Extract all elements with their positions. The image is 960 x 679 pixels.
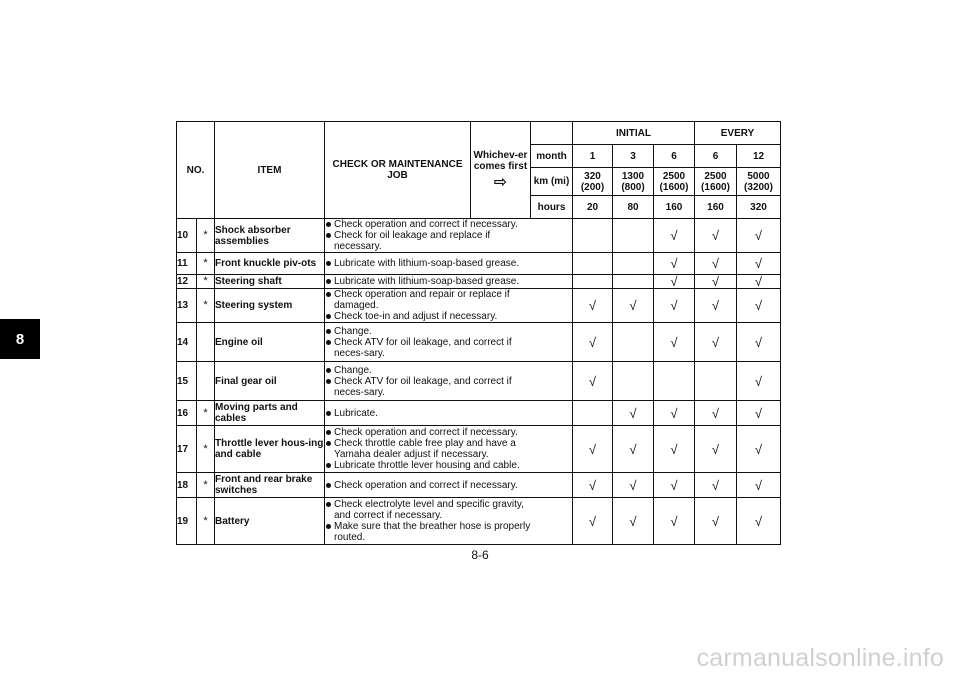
header-hours: 320 <box>737 196 781 219</box>
item-name: Steering system <box>215 289 325 323</box>
maintenance-job <box>325 219 531 253</box>
check-mark: √ <box>613 289 654 323</box>
maintenance-job <box>325 426 531 473</box>
item-name: Front and rear brake switches <box>215 473 325 498</box>
header-km: 320 (200) <box>573 168 613 196</box>
asterisk-mark: * <box>197 498 215 545</box>
asterisk-mark: * <box>197 401 215 426</box>
check-mark: √ <box>573 473 613 498</box>
table-row <box>177 473 781 498</box>
header-month: 1 <box>573 145 613 168</box>
job-bullet: Check for oil leakage and replace if necessary. <box>325 230 531 252</box>
check-mark: √ <box>654 253 695 275</box>
row-number: 15 <box>177 362 197 401</box>
header-item: ITEM <box>215 122 325 219</box>
check-mark: √ <box>695 426 737 473</box>
job-list <box>325 499 531 543</box>
check-mark: √ <box>573 289 613 323</box>
check-mark: √ <box>613 498 654 545</box>
table-row <box>177 289 781 323</box>
header-hours: 80 <box>613 196 654 219</box>
check-mark: √ <box>573 323 613 362</box>
check-mark <box>573 219 613 253</box>
check-mark <box>613 219 654 253</box>
check-mark: √ <box>737 362 781 401</box>
interval-label-cell <box>531 362 573 401</box>
interval-label-cell <box>531 289 573 323</box>
check-mark: √ <box>737 289 781 323</box>
job-list <box>325 276 531 287</box>
header-month: 3 <box>613 145 654 168</box>
header-km: 2500 (1600) <box>654 168 695 196</box>
asterisk-mark: * <box>197 289 215 323</box>
header-whichever <box>471 122 531 219</box>
job-list <box>325 427 531 471</box>
maintenance-job <box>325 498 531 545</box>
check-mark: √ <box>654 473 695 498</box>
check-mark <box>613 275 654 289</box>
table-row <box>177 498 781 545</box>
check-mark: √ <box>573 498 613 545</box>
check-mark: √ <box>654 219 695 253</box>
whichever-label: Whichev-er comes first <box>473 150 528 172</box>
job-list <box>325 219 531 252</box>
row-number: 14 <box>177 323 197 362</box>
table-row <box>177 426 781 473</box>
row-number: 11 <box>177 253 197 275</box>
asterisk-mark: * <box>197 275 215 289</box>
check-mark: √ <box>695 253 737 275</box>
check-mark <box>573 275 613 289</box>
header-km: 2500 (1600) <box>695 168 737 196</box>
maintenance-table <box>176 121 781 545</box>
header-month: 12 <box>737 145 781 168</box>
check-mark: √ <box>737 401 781 426</box>
job-bullet: Check toe-in and adjust if necessary. <box>325 311 531 322</box>
header-month-label: month <box>531 145 573 168</box>
job-bullet: Lubricate throttle lever housing and cable. <box>325 460 531 471</box>
row-number: 19 <box>177 498 197 545</box>
job-bullet: Lubricate. <box>325 408 531 419</box>
check-mark: √ <box>737 253 781 275</box>
header-month: 6 <box>654 145 695 168</box>
item-name: Final gear oil <box>215 362 325 401</box>
table-row <box>177 219 781 253</box>
chapter-tab: 8 <box>0 319 40 359</box>
row-number: 10 <box>177 219 197 253</box>
table-row <box>177 362 781 401</box>
row-number: 16 <box>177 401 197 426</box>
interval-label-cell <box>531 498 573 545</box>
job-bullet: Change. <box>325 326 531 337</box>
check-mark: √ <box>654 323 695 362</box>
job-bullet: Check operation and correct if necessary. <box>325 427 531 438</box>
job-bullet: Lubricate with lithium-soap-based grease. <box>325 258 531 269</box>
check-mark: √ <box>695 219 737 253</box>
job-list <box>325 289 531 322</box>
header-every: EVERY <box>695 122 781 145</box>
check-mark <box>573 401 613 426</box>
watermark: carmanualsonline.info <box>696 644 944 672</box>
interval-label-cell <box>531 426 573 473</box>
check-mark: √ <box>737 498 781 545</box>
job-bullet: Check electrolyte level and specific gravity, and correct if necessary. <box>325 499 531 521</box>
row-number: 18 <box>177 473 197 498</box>
maintenance-job <box>325 473 531 498</box>
item-name: Battery <box>215 498 325 545</box>
header-job: CHECK OR MAINTENANCE JOB <box>325 122 471 219</box>
job-list <box>325 408 531 419</box>
page-number: 8-6 <box>471 548 489 562</box>
header-hours: 160 <box>695 196 737 219</box>
interval-label-cell <box>531 401 573 426</box>
job-list <box>325 365 531 398</box>
check-mark: √ <box>613 426 654 473</box>
check-mark: √ <box>695 401 737 426</box>
check-mark: √ <box>613 473 654 498</box>
interval-label-cell <box>531 473 573 498</box>
job-bullet: Check operation and repair or replace if damaged. <box>325 289 531 311</box>
job-bullet: Change. <box>325 365 531 376</box>
item-name: Engine oil <box>215 323 325 362</box>
item-name: Steering shaft <box>215 275 325 289</box>
header-km: 5000 (3200) <box>737 168 781 196</box>
job-bullet: Check throttle cable free play and have a Yamaha dealer adjust if necessary. <box>325 438 531 460</box>
check-mark: √ <box>695 498 737 545</box>
asterisk-mark: * <box>197 219 215 253</box>
header-hours: 20 <box>573 196 613 219</box>
header-km-label: km (mi) <box>531 168 573 196</box>
item-name: Shock absorber assemblies <box>215 219 325 253</box>
interval-label-cell <box>531 219 573 253</box>
check-mark <box>573 253 613 275</box>
header-km: 1300 (800) <box>613 168 654 196</box>
asterisk-mark <box>197 323 215 362</box>
item-name: Throttle lever hous-ing and cable <box>215 426 325 473</box>
check-mark: √ <box>654 275 695 289</box>
item-name: Front knuckle piv-ots <box>215 253 325 275</box>
job-bullet: Check ATV for oil leakage, and correct if neces-sary. <box>325 337 531 359</box>
job-bullet: Check operation and correct if necessary. <box>325 480 531 491</box>
asterisk-mark: * <box>197 253 215 275</box>
asterisk-mark <box>197 362 215 401</box>
check-mark: √ <box>654 498 695 545</box>
job-list <box>325 326 531 359</box>
check-mark <box>695 362 737 401</box>
check-mark <box>654 362 695 401</box>
maintenance-job <box>325 253 531 275</box>
table-body <box>177 219 781 545</box>
check-mark <box>613 362 654 401</box>
asterisk-mark: * <box>197 473 215 498</box>
check-mark: √ <box>695 323 737 362</box>
header-no: NO. <box>177 122 215 219</box>
check-mark: √ <box>695 275 737 289</box>
check-mark <box>613 253 654 275</box>
check-mark: √ <box>654 289 695 323</box>
interval-label-cell <box>531 253 573 275</box>
check-mark: √ <box>573 426 613 473</box>
table-row <box>177 323 781 362</box>
check-mark: √ <box>737 323 781 362</box>
check-mark: √ <box>737 275 781 289</box>
maintenance-job <box>325 362 531 401</box>
interval-label-cell <box>531 275 573 289</box>
arrow-right-icon: ⇨ <box>493 174 508 191</box>
header-hours-label: hours <box>531 196 573 219</box>
table-row <box>177 275 781 289</box>
row-number: 17 <box>177 426 197 473</box>
job-bullet: Check ATV for oil leakage, and correct if neces-sary. <box>325 376 531 398</box>
header-spacer <box>531 122 573 145</box>
job-bullet: Make sure that the breather hose is properly routed. <box>325 521 531 543</box>
header-hours: 160 <box>654 196 695 219</box>
check-mark: √ <box>695 473 737 498</box>
asterisk-mark: * <box>197 426 215 473</box>
maintenance-job <box>325 323 531 362</box>
maintenance-job <box>325 401 531 426</box>
check-mark <box>613 323 654 362</box>
job-list <box>325 258 531 269</box>
table-row <box>177 401 781 426</box>
check-mark: √ <box>573 362 613 401</box>
check-mark: √ <box>737 426 781 473</box>
job-bullet: Lubricate with lithium-soap-based grease. <box>325 276 531 287</box>
maintenance-job <box>325 275 531 289</box>
row-number: 12 <box>177 275 197 289</box>
interval-label-cell <box>531 323 573 362</box>
check-mark: √ <box>613 401 654 426</box>
check-mark: √ <box>737 219 781 253</box>
item-name: Moving parts and cables <box>215 401 325 426</box>
job-bullet: Check operation and correct if necessary. <box>325 219 531 230</box>
job-list <box>325 480 531 491</box>
table-row <box>177 253 781 275</box>
check-mark: √ <box>654 426 695 473</box>
check-mark: √ <box>695 289 737 323</box>
maintenance-job <box>325 289 531 323</box>
header-month: 6 <box>695 145 737 168</box>
row-number: 13 <box>177 289 197 323</box>
header-initial: INITIAL <box>573 122 695 145</box>
check-mark: √ <box>654 401 695 426</box>
check-mark: √ <box>737 473 781 498</box>
